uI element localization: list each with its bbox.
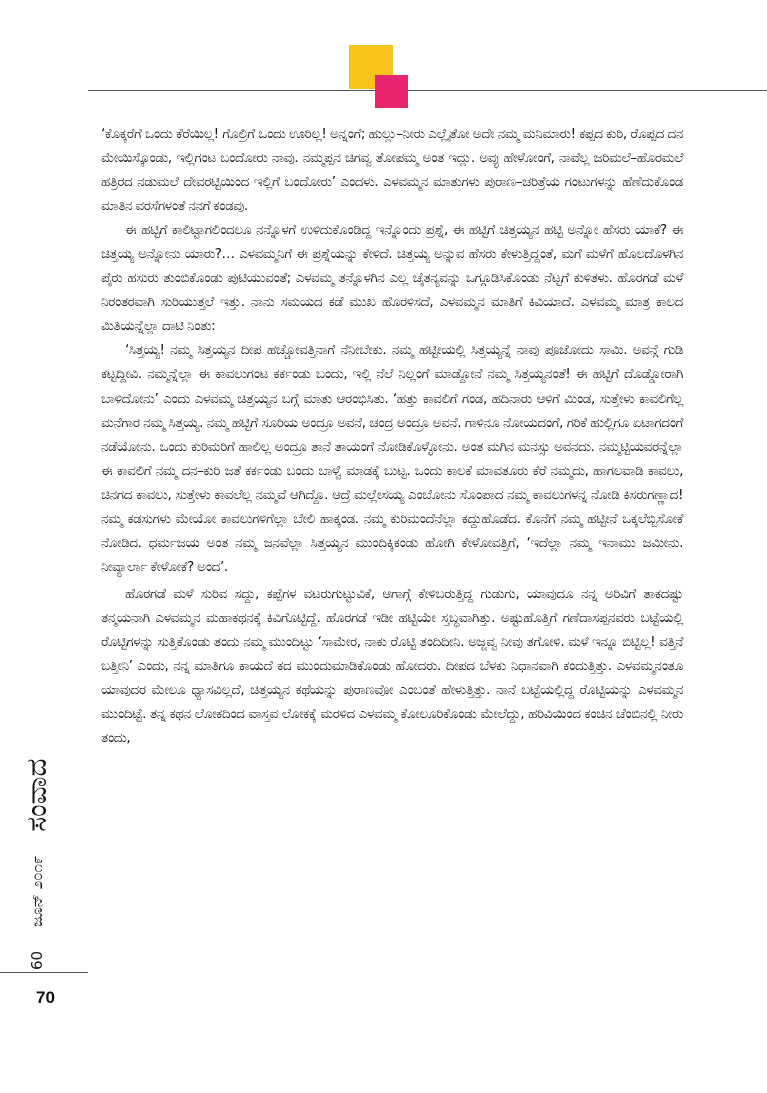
decorative-pink-square [375, 75, 408, 108]
side-page-number: 60 [28, 950, 46, 970]
article-body [101, 122, 683, 750]
issue-month: ಜೂನ್ ೨೦೧೯ [28, 855, 46, 927]
article-paragraph: ‘ಕೊಕ್ಕರೆಗೆ ಒಂದು ಕೆರೆಯಿಲ್ಲ! ಗೊಲ್ರಿಗೆ ಒಂದು ಊರಿಲ್ಲ! ಅನ್ನಂಗೆ; ಹುಲ್ಲು–ನೀರು ಎಲ್ಲೈತೋ ಅದೇ ನಮ್ಮ ಮನಿಮಾರು! ಕಪ್ಪದ ಕುರಿ, ರೊಪ್ಪದ ದನ ಮೇಯಿಸ್ಕೊಂಡು, ಇಲ್ಲಿಗಂಟ ಬಂದೋರು ನಾವು. ನಮ್ಮಪ್ಪನ ಚಿಗವ್ವ ತೋಪಮ್ಮ ಅಂತ ಇದ್ಲು. ಅವ್ಳು ಹೇಳೋಂಗೆ, ನಾವೆಲ್ಲ ಜರಿಮಲೆ–ಹೊರಮಲೆ ಹತ್ರಿರದ ನಡುಮಲೆ ದೇವರಟ್ಟಿಯಿಂದ ಇಲ್ಲಿಗೆ ಬಂದೋರು’ ಎಂದಳು. ಎಳವಮ್ಮನ ಮಾತುಗಳು ಪುರಾಣ–ಚರಿತ್ರೆಯ ಗಂಟುಗಳನ್ನು ಹೆಣೆದುಕೊಂಡ ಮಾತಿನ ವರಸೆಗಳಂತೆ ನನಗೆ ಕಂಡವು. [101, 126, 683, 215]
footer-rule [0, 972, 88, 973]
header-rule [88, 90, 767, 91]
article-paragraph: ‘ಸಿತ್ತಯ್ಯ! ನಮ್ಮ ಸಿತ್ತಯ್ಯನ ದೀಪ ಹಚ್ಚೋವತ್ತಿನಾಗೆ ನೆನೀಬೇಕು. ನಮ್ಮ ಹಟ್ಟೀಯಲ್ಲಿ ಸಿತ್ತಯ್ಯನ್ನೆ ನಾವು ಪೂಜೋದು ಸಾಮಿ. ಅವನ್ಗೆ ಗುಡಿ ಕಟ್ಟದ್ದೀವಿ. ನಮ್ಮನ್ನೆಲ್ಲಾ ಈ ಕಾವಲುಗಂಟ ಕರ್ಕಂಡು ಬಂದು, ಇಲ್ಲಿ ನೆಲೆ ನಿಲ್ಲಂಗೆ ಮಾಡ್ದೋನೆ ನಮ್ಮ ಸಿತ್ತಯ್ಯನಂತೆ! ಈ ಹಟ್ಟಿಗೆ ದೊಡ್ಡೋರಾಗಿ ಬಾಳಿದೋನು’ ಎಂದು ಎಳವಮ್ಮ ಚಿತ್ತಯ್ಯನ ಬಗ್ಗೆ ಮಾತು ಆರಂಭಿಸಿತು. ‘ಹತ್ತು ಕಾವಲಿಗೆ ಗಂಡ, ಹದಿನಾರು ಆಳಿಗೆ ಮಿಂಡ, ಸುತ್ತೇಳು ಕಾವಲಿಗೆಲ್ಲ ಮನೆಗಾರ ನಮ್ಮ ಸಿತ್ತಯ್ಯ. ನಮ್ಮ ಹಟ್ಟಿಗೆ ಸೂರಿಯ ಅಂದ್ರೂ ಅವನೆ, ಚಂದ್ರ ಅಂದ್ರೂ ಅವನೆ. ಗಾಳಿನೂ ನೋಯದಂಗೆ, ಗರಿಕೆ ಹುಲ್ಲಿಗೂ ಏಟಾಗದಂಗೆ ನಡೆಯೋನು. ಒಂದು ಕುರಿಮರಿಗೆ ಹಾಲಿಲ್ಲ ಅಂದ್ರೂ ತಾನೆ ತಾಯಂಗೆ ನೋಡಿಕೊಳ್ಳೋನು. ಅಂತ ಮಗಿನ ಮನಸ್ಸು ಅವನದು. ನಮ್ಮಟ್ಟಿಯವರನ್ನೆಲ್ಲಾ ಈ ಕಾವಲಿಗೆ ನಮ್ಮ ದನ–ಕುರಿ ಜತೆ ಕರ್ಕಂಡು ಬಂದು ಬಾಳ್ವೆ ಮಾಡಕ್ಕೆ ಬುಟ್ಟ. ಒಂದು ಕಾಲಕೆ ಮಾವತೂರು ಕೆರೆ ನಮ್ಮದು, ಹಾಗಲವಾಡಿ ಕಾವಲು, ಚಿನಗದ ಕಾವಲು, ಸುತ್ತೇಳು ಕಾವಲೆಲ್ಲ ನಮ್ಮವೆ ಆಗಿದ್ದೊ. ಆದ್ರೆ ಮಲ್ಲೇಸಯ್ಯ ಎಂಬೋನು ಸೊಂಪಾದ ನಮ್ಮ ಕಾವಲುಗಳನ್ನ ನೋಡಿ ಕಿಸರುಗಣ್ಣಾದ! ನಮ್ಮ ಕಡಸುಗಳು ಮೇಯೋ ಕಾವಲುಗಳಿಗೆಲ್ಲಾ ಬೇಲಿ ಹಾಕ್ಕಂಡ. ನಮ್ಮ ಕುರಿಮಂದೆನೆಲ್ಲಾ ಕದ್ದುಹೊಡೆದ. ಕೊನೆಗೆ ನಮ್ಮ ಹಟ್ಟೀನೆ ಒಕ್ಕಲೆಬ್ಬಿಸೋಕೆ ನೋಡಿದ. ಧರ್ಮಜಯ ಅಂತ ನಮ್ಮ ಜನವೆಲ್ಲಾ ಸಿತ್ತಯ್ಯನ ಮುಂದಿಕ್ಕಿಕಂಡು ಹೋಗಿ ಕೇಳೋವತ್ತಿಗೆ, ‘ಇದೆಲ್ಲಾ ನಮ್ಮ ಇನಾಮು ಜಮೀನು. ನೀವ್ಯಾರ್ಲಾ ಕೇಳೋಕೆ? ಅಂದ’. [101, 342, 683, 575]
page-number: 70 [36, 988, 55, 1007]
article-paragraph: ಹೊರಗಡೆ ಮಳೆ ಸುರಿವ ಸದ್ದು, ಕಪ್ಪೆಗಳ ವಟರುಗುಟ್ಟುವಿಕೆ, ಆಗಾಗ್ಗೆ ಕೇಳಿಬರುತ್ತಿದ್ದ ಗುಡುಗು, ಯಾವುದೂ ನನ್ನ ಅರಿವಿಗೆ ತಾಕದಷ್ಟು ತನ್ಮಯನಾಗಿ ಎಳವಮ್ಮನ ಮಹಾಕಥನಕ್ಕೆ ಕಿವಿಗೊಟ್ಟಿದ್ದೆ. ಹೊರಗಡೆ ಇಡೀ ಹಟ್ಟಿಯೇ ಸ್ತಬ್ಧವಾಗಿತ್ತು. ಅಷ್ಟುಹೊತ್ತಿಗೆ ಗಣೆದಾಸಪ್ಪನವರು ಬಟ್ಟೆಯಲ್ಲಿ ರೊಟ್ಟಿಗಳನ್ನು ಸುತ್ತಿಕೊಂಡು ತಂದು ನಮ್ಮ ಮುಂದಿಟ್ಟು ‘ಸಾಮೇರ, ನಾಕು ರೊಟ್ಟಿ ತಂದಿದೀನಿ. ಅಜ್ಜವ್ವ ನೀವು ತಗೋಳಿ. ಮಳೆ ಇನ್ನೂ ಬಿಟ್ಟಿಲ್ಲ! ವತ್ತಿನೆ ಬತ್ತೀನಿ’ ಎಂದು, ನನ್ನ ಮಾತಿಗೂ ಕಾಯದೆ ಕದ ಮುಂದುಮಾಡಿಕೊಂಡು ಹೋದರು. ದೀಪದ ಬೆಳಕು ನಿಧಾನವಾಗಿ ಕಂದುತ್ತಿತ್ತು. ಎಳವಮ್ಮನಂತೂ ಯಾವುದರ ಮೇಲೂ ಧ್ಯಾಸವಿಲ್ಲದೆ, ಚಿತ್ತಯ್ಯನ ಕಥೆಯನ್ನು ಪುರಾಣವೋ ಎಂಬಂತೆ ಹೇಳುತ್ತಿತ್ತು. ನಾನೆ ಬಟ್ಟೆಯಲ್ಲಿದ್ದ ರೊಟ್ಟಿಯನ್ನು ಎಳವಮ್ಮನ ಮುಂದಿಟ್ಟೆ. ತನ್ನ ಕಥನ ಲೋಕದಿಂದ ವಾಸ್ತವ ಲೋಕಕ್ಕೆ ಮರಳಿದ ಎಳವಮ್ಮ ಕೋಲೂರಿಕೊಂಡು ಮೇಲೆದ್ದು, ಹರಿವಿಯಿಂದ ಕಂಚಿನ ಚೆಂಬಿನಲ್ಲಿ ನೀರು ತಂದು, [101, 585, 683, 747]
magazine-title: ಸಂವಾದ [20, 758, 53, 832]
vertical-running-head [2, 740, 62, 970]
article-paragraph: ಈ ಹಟ್ಟಿಗೆ ಕಾಲಿಟ್ಟಾಗಲಿಂದಲೂ ನನ್ನೊಳಗೆ ಉಳಿದುಕೊಂಡಿದ್ದ ಇನ್ನೊಂದು ಪ್ರಶ್ನೆ, ಈ ಹಟ್ಟಿಗೆ ಚಿತ್ತಯ್ಯನ ಹಟ್ಟಿ ಅನ್ನೋ ಹೆಸರು ಯಾಕೆ? ಈ ಚಿತ್ತಯ್ಯ ಅನ್ನೋನು ಯಾರು?… ಎಳವಮ್ಮನಿಗೆ ಈ ಪ್ರಶ್ನೆಯನ್ನು ಕೇಳಿದೆ. ಚಿತ್ತಯ್ಯ ಅನ್ನುವ ಹೆಸರು ಕೇಳುತ್ತಿದ್ದಂತೆ, ಮಗೆ ಮಳೆಗೆ ಹೊಲದೊಳಗಿನ ಪೈರು ಹಸುರು ತುಂಬಿಕೊಂಡು ಪುಟಿಯುವಂತೆ; ಎಳವಮ್ಮ ತನ್ನೊಳಗಿನ ಎಲ್ಲ ಚೈತನ್ಯವನ್ನು ಒಗ್ಗೂಡಿಸಿಕೊಂಡು ನೆಟ್ಟಗೆ ಕುಳಿತಳು. ಹೊರಗಡೆ ಮಳೆ ನಿರಂತರವಾಗಿ ಸುರಿಯುತ್ತಲೆ ಇತ್ತು. ನಾನು ಸಮಯದ ಕಡೆ ಮುಖ ಹೊರಳಿಸದೆ, ಎಳವಮ್ಮನ ಮಾತಿಗೆ ಕಿವಿಯಾದೆ. ಎಳವಮ್ಮ ಮಾತ್ರ ಕಾಲದ ಮಿತಿಯನ್ನೆಲ್ಲಾ ದಾಟಿ ನಿಂತು: [101, 222, 683, 335]
